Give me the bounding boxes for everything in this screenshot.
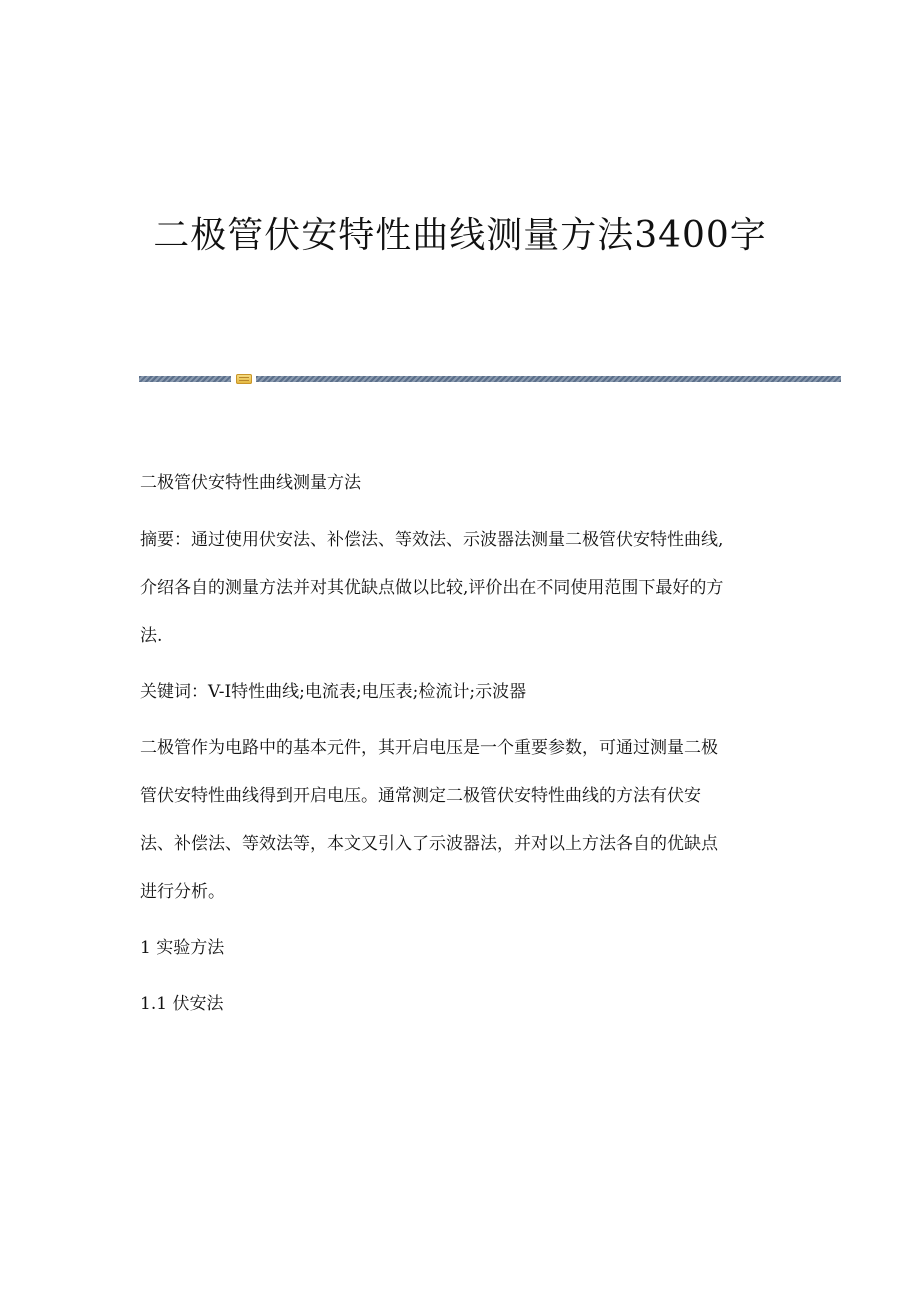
abstract-line-1: 摘要：通过使用伏安法、补偿法、等效法、示波器法测量二极管伏安特性曲线, (140, 530, 724, 550)
document-subtitle: 二极管伏安特性曲线测量方法 (140, 473, 361, 493)
intro-line-2: 管伏安特性曲线得到开启电压。通常测定二极管伏安特性曲线的方法有伏安 (140, 786, 701, 806)
intro-line-4: 进行分析。 (140, 882, 225, 902)
keywords-line: 关键词：V-I特性曲线;电流表;电压表;检流计;示波器 (140, 682, 527, 702)
intro-line-3: 法、补偿法、等效法等，本文又引入了示波器法，并对以上方法各自的优缺点 (140, 834, 718, 854)
abstract-line-3: 法. (140, 626, 163, 646)
abstract-line-2: 介绍各自的测量方法并对其优缺点做以比较,评价出在不同使用范围下最好的方 (140, 578, 724, 598)
intro-line-1: 二极管作为电路中的基本元件，其开启电压是一个重要参数，可通过测量二极 (140, 738, 718, 758)
section-heading-1-1: 1.1 伏安法 (140, 994, 224, 1014)
divider-bar-right (256, 376, 841, 382)
title-divider (139, 374, 841, 384)
divider-bar-left (139, 376, 231, 382)
divider-ornament-icon (236, 374, 252, 384)
section-heading-1: 1 实验方法 (140, 938, 225, 958)
document-title: 二极管伏安特性曲线测量方法3400字 (153, 215, 767, 256)
